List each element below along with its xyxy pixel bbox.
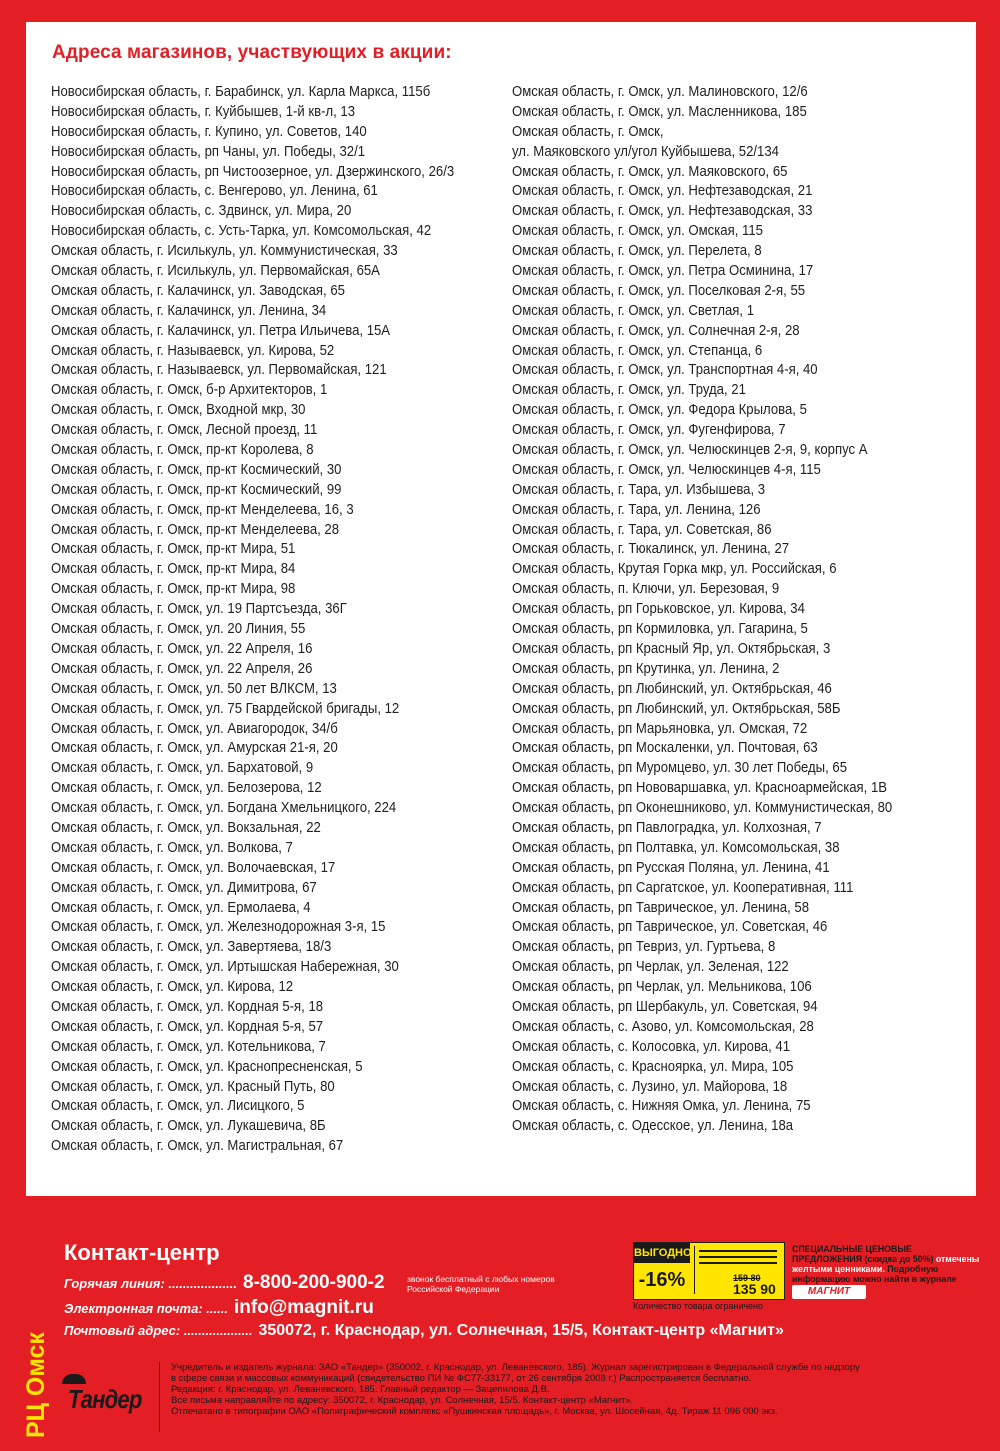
store-address: Новосибирская область, с. Здвинск, ул. Мира, 20 — [51, 203, 352, 220]
store-address: Омская область, г. Тюкалинск, ул. Ленина, 27 — [512, 541, 790, 558]
page-title: Адреса магазинов, участвующих в акции: — [52, 42, 452, 63]
store-address: Омская область, рп Саргатское, ул. Кооперативная, 111 — [512, 879, 854, 896]
region-label: РЦ Омск — [22, 1332, 50, 1438]
footer — [0, 1212, 1000, 1451]
store-address: Омская область, г. Омск, ул. Амурская 21-я, 20 — [51, 740, 338, 757]
store-address: Омская область, г. Тара, ул. Ленина, 126 — [512, 501, 761, 518]
store-address: Омская область, рп Оконешниково, ул. Коммунистическая, 80 — [512, 800, 893, 817]
imprint-line: Учредитель и издатель журнала: ЗАО «Тандер» (350002, г. Краснодар, ул. Леваневского, 185). Журнал зарегистрирован в Федеральной службе по надзору — [171, 1362, 860, 1373]
price-ticket — [694, 1246, 781, 1297]
store-address: Новосибирская область, г. Куйбышев, 1-й кв-л, 13 — [51, 103, 356, 120]
store-address: Омская область, с. Колосовка, ул. Кирова, 41 — [512, 1038, 791, 1055]
store-address: Омская область, г. Исилькуль, ул. Коммунистическая, 33 — [51, 243, 398, 260]
store-address: Новосибирская область, рп Чаны, ул. Победы, 32/1 — [51, 143, 366, 160]
store-address: Омская область, г. Омск, ул. Кордная 5-я, 57 — [51, 1018, 324, 1035]
store-address: Омская область, с. Красноярка, ул. Мира, 105 — [512, 1058, 794, 1075]
store-address: Омская область, г. Исилькуль, ул. Первомайская, 65А — [51, 263, 380, 280]
store-address: Омская область, г. Омск, ул. Светлая, 1 — [512, 302, 755, 319]
store-address: Омская область, г. Калачинск, ул. Петра Ильичева, 15А — [51, 322, 391, 339]
store-address: Омская область, с. Нижняя Омка, ул. Ленина, 75 — [512, 1098, 811, 1115]
store-list-panel — [26, 22, 976, 1196]
store-address: Омская область, рп Любинский, ул. Октябрьская, 58Б — [512, 700, 841, 717]
store-address: Омская область, г. Омск, ул. 75 Гвардейской бригады, 12 — [51, 700, 400, 717]
store-address: Новосибирская область, г. Купино, ул. Советов, 140 — [51, 123, 367, 140]
store-address: Новосибирская область, с. Усть-Тарка, ул. Комсомольская, 42 — [51, 223, 432, 240]
store-address: Омская область, г. Омск, ул. Железнодорожная 3-я, 15 — [51, 919, 386, 936]
store-address: Новосибирская область, г. Барабинск, ул. Карла Маркса, 115б — [51, 84, 431, 100]
store-address: Омская область, г. Омск, ул. Поселковая 2-я, 55 — [512, 282, 806, 299]
store-address: Омская область, г. Омск, ул. Челюскинцев 2-я, 9, корпус А — [512, 442, 868, 459]
store-address: Омская область, рп Любинский, ул. Октябрьская, 46 — [512, 680, 832, 697]
store-address: Омская область, рп Кормиловка, ул. Гагарина, 5 — [512, 621, 808, 638]
store-address: Омская область, рп Муромцево, ул. 30 лет Победы, 65 — [512, 760, 848, 777]
magnit-logo: МАГНИТ — [792, 1285, 866, 1299]
postal-label: Почтовый адрес: ................... — [64, 1323, 253, 1338]
store-address: Омская область, рп Таврическое, ул. Ленина, 58 — [512, 899, 810, 916]
promo-discount: -16% — [638, 1269, 686, 1291]
store-address: Омская область, г. Омск, ул. Омская, 115 — [512, 223, 763, 240]
imprint-line: Отпечатано в типографии ОАО «Полиграфический комплекс «Пушкинская площадь», г. Москва, ул. Шосейная, 4д. Тираж 11 096 000 экз. — [171, 1406, 778, 1417]
store-address: Омская область, п. Ключи, ул. Березовая, 9 — [512, 581, 780, 598]
store-address: Омская область, рп Таврическое, ул. Советская, 46 — [512, 919, 828, 936]
tander-wordmark: Тандер — [68, 1384, 142, 1414]
store-address: Омская область, г. Омск, ул. Фугенфирова, 7 — [512, 422, 786, 439]
store-address: Омская область, г. Омск, б-р Архитекторов, 1 — [51, 382, 328, 399]
store-address: Омская область, г. Калачинск, ул. Ленина, 34 — [51, 302, 327, 319]
hotline-row — [64, 1272, 385, 1294]
store-address: Омская область, г. Омск, ул. Авиагородок, 34/б — [51, 720, 338, 737]
store-address: Омская область, г. Омск, ул. Волкова, 7 — [51, 839, 293, 856]
store-address: Омская область, Крутая Горка мкр, ул. Российская, 6 — [512, 561, 837, 578]
store-address: Омская область, рп Полтавка, ул. Комсомольская, 38 — [512, 839, 840, 856]
imprint-line: Все письма направляйте по адресу: 350072, г. Краснодар, ул. Солнечная, 15/5. Контакт-центр «Магнит». — [171, 1395, 634, 1406]
special-offers-note — [792, 1244, 982, 1284]
store-address: Омская область, рп Крутинка, ул. Ленина, 2 — [512, 660, 780, 677]
postal-address: 350072, г. Краснодар, ул. Солнечная, 15/5, Контакт-центр «Магнит» — [258, 1322, 784, 1339]
quantity-note: Количество товара ограничено — [633, 1301, 764, 1311]
store-address: Омская область, г. Омск, ул. Федора Крылова, 5 — [512, 402, 807, 419]
store-address: Омская область, г. Омск, Лесной проезд, 11 — [51, 422, 318, 439]
store-address: Омская область, г. Омск, ул. Вокзальная, 22 — [51, 819, 321, 836]
promo-badge: ВЫГОДНО — [634, 1243, 690, 1263]
store-address: Омская область, г. Омск, ул. Кирова, 12 — [51, 979, 294, 996]
store-address: Омская область, г. Омск, ул. Белозерова, 12 — [51, 780, 322, 797]
store-address: Омская область, г. Омск, пр-кт Космический, 99 — [51, 481, 342, 498]
store-address: Омская область, г. Омск, ул. Нефтезаводская, 33 — [512, 203, 813, 220]
store-address: Омская область, г. Омск, ул. Маяковского, 65 — [512, 163, 788, 180]
special-prefix: СПЕЦИАЛЬНЫЕ ЦЕНОВЫЕ ПРЕДЛОЖЕНИЯ (скидка до 50%) — [792, 1244, 934, 1264]
store-address: Омская область, г. Омск, ул. Солнечная 2-я, 28 — [512, 322, 800, 339]
store-address: Омская область, г. Омск, ул. Бархатовой, 9 — [51, 760, 314, 777]
store-address: Омская область, рп Нововаршавка, ул. Красноармейская, 1В — [512, 780, 888, 797]
store-address: Омская область, г. Омск, пр-кт Мира, 84 — [51, 561, 296, 578]
hotline-number[interactable]: 8-800-200-900-2 — [243, 1272, 385, 1293]
store-address: Омская область, г. Тара, ул. Избышева, 3 — [512, 481, 766, 498]
store-address: Омская область, г. Тара, ул. Советская, 86 — [512, 521, 772, 538]
hotline-label: Горячая линия: ................... — [64, 1276, 237, 1291]
store-address: Омская область, г. Омск, ул. 50 лет ВЛКСМ, 13 — [51, 680, 337, 697]
store-address: Новосибирская область, с. Венгерово, ул. Ленина, 61 — [51, 183, 378, 200]
store-address: Омская область, г. Омск, Входной мкр, 30 — [51, 402, 306, 419]
store-address: Омская область, рп Красный Яр, ул. Октябрьская, 3 — [512, 640, 831, 657]
store-address: Омская область, г. Омск, ул. Краснопресненская, 5 — [51, 1058, 363, 1075]
store-address: Омская область, г. Омск, ул. Перелета, 8 — [512, 243, 762, 260]
store-list-right — [512, 83, 934, 1137]
free-call-note: звонок бесплатный с любых номеров Российской Федерации — [407, 1274, 555, 1294]
store-address: Омская область, рп Черлак, ул. Мельникова, 106 — [512, 979, 812, 996]
store-address: Омская область, г. Калачинск, ул. Заводская, 65 — [51, 282, 345, 299]
store-address: Омская область, г. Омск, ул. Труда, 21 — [512, 382, 746, 399]
tander-logo — [62, 1370, 152, 1416]
store-address: Омская область, г. Омск, ул. Богдана Хмельницкого, 224 — [51, 800, 397, 817]
new-price: 135 90 — [733, 1281, 776, 1297]
store-address: Омская область, г. Омск, ул. Димитрова, 67 — [51, 879, 317, 896]
store-address: Омская область, г. Омск, ул. 20 Линия, 55 — [51, 621, 306, 638]
store-address: Омская область, рп Павлоградка, ул. Колхозная, 7 — [512, 819, 822, 836]
store-address: Омская область, г. Омск, ул. Ермолаева, 4 — [51, 899, 311, 916]
postal-row — [64, 1322, 784, 1340]
store-address: Омская область, г. Омск, ул. Лисицкого, 5 — [51, 1098, 305, 1115]
store-address: Омская область, рп Москаленки, ул. Почтовая, 63 — [512, 740, 818, 757]
email-row — [64, 1297, 374, 1319]
store-address: Омская область, г. Омск, ул. Иртышская Набережная, 30 — [51, 959, 399, 976]
store-address: Омская область, г. Омск, ул. Красный Путь, 80 — [51, 1078, 335, 1095]
store-address: Омская область, рп Тевриз, ул. Гуртьева, 8 — [512, 939, 776, 956]
store-address: Омская область, г. Омск, ул. Челюскинцев 4-я, 115 — [512, 461, 821, 478]
imprint-line: Редакция: г. Краснодар, ул. Леваневского, 185. Главный редактор — Зацепилова Д.В. — [171, 1384, 550, 1395]
store-address: Омская область, г. Омск, пр-кт Мира, 98 — [51, 581, 296, 598]
store-address: Омская область, г. Называевск, ул. Первомайская, 121 — [51, 362, 387, 379]
store-list-left — [51, 83, 499, 1157]
store-address: Омская область, г. Омск, ул. 22 Апреля, 26 — [51, 660, 313, 677]
store-address: Омская область, г. Омск, ул. Транспортная 4-я, 40 — [512, 362, 818, 379]
store-address: Омская область, рп Горьковское, ул. Кирова, 34 — [512, 601, 805, 618]
store-address: Омская область, г. Называевск, ул. Кирова, 52 — [51, 342, 335, 359]
store-address: Омская область, г. Омск, ул. 19 Партсъезда, 36Г — [51, 601, 347, 618]
imprint-line: в сфере связи и массовых коммуникаций (свидетельство ПИ № ФС77-33177, от 26 сентября 2008 г.) Распространяется бесплатно. — [171, 1373, 752, 1384]
store-address: Омская область, г. Омск, — [512, 123, 664, 140]
store-address: Омская область, г. Омск, пр-кт Космический, 30 — [51, 461, 342, 478]
divider — [159, 1362, 160, 1432]
store-address: Омская область, с. Азово, ул. Комсомольская, 28 — [512, 1018, 814, 1035]
store-address: Омская область, с. Одесское, ул. Ленина, 18а — [512, 1118, 794, 1135]
store-address: Омская область, г. Омск, ул. Магистральная, 67 — [51, 1138, 344, 1155]
imprint — [171, 1362, 971, 1417]
tander-mark-icon — [62, 1374, 86, 1384]
store-address: Омская область, г. Омск, ул. 22 Апреля, 16 — [51, 640, 313, 657]
contact-center-title: Контакт-центр — [64, 1240, 220, 1265]
special-highlight: отмечены желтыми ценниками. — [792, 1254, 980, 1274]
store-address: Омская область, г. Омск, ул. Котельникова, 7 — [51, 1038, 326, 1055]
store-address: Омская область, рп Черлак, ул. Зеленая, 122 — [512, 959, 789, 976]
store-address: Омская область, рп Марьяновка, ул. Омская, 72 — [512, 720, 808, 737]
price-tag-example — [633, 1242, 785, 1300]
store-address: Новосибирская область, рп Чистоозерное, ул. Дзержинского, 26/3 — [51, 163, 455, 180]
store-address: Омская область, г. Омск, ул. Масленникова, 185 — [512, 103, 807, 120]
store-address: ул. Маяковского ул/угол Куйбышева, 52/134 — [512, 143, 779, 160]
store-address: Омская область, г. Омск, пр-кт Королева, 8 — [51, 442, 314, 459]
store-address: Омская область, г. Омск, ул. Малиновского, 12/6 — [512, 84, 808, 100]
store-address: Омская область, рп Русская Поляна, ул. Ленина, 41 — [512, 859, 830, 876]
store-address: Омская область, г. Омск, ул. Степанца, 6 — [512, 342, 763, 359]
store-address: Омская область, г. Омск, пр-кт Менделеева, 28 — [51, 521, 340, 538]
store-address: Омская область, г. Омск, ул. Завертяева, 18/3 — [51, 939, 332, 956]
email-link[interactable]: info@magnit.ru — [233, 1297, 374, 1318]
store-address: Омская область, рп Шербакуль, ул. Советская, 94 — [512, 998, 818, 1015]
store-address: Омская область, г. Омск, ул. Петра Осминина, 17 — [512, 263, 814, 280]
special-suffix: Подробную информацию можно найти в журнале — [792, 1264, 957, 1284]
store-address: Омская область, г. Омск, ул. Кордная 5-я, 18 — [51, 998, 324, 1015]
old-price: 159 80 — [733, 1273, 761, 1283]
store-address: Омская область, г. Омск, пр-кт Менделеева, 16, 3 — [51, 501, 354, 518]
store-address: Омская область, г. Омск, ул. Лукашевича, 8Б — [51, 1118, 326, 1135]
store-address: Омская область, с. Лузино, ул. Майорова, 18 — [512, 1078, 788, 1095]
store-address: Омская область, г. Омск, ул. Волочаевская, 17 — [51, 859, 336, 876]
store-address: Омская область, г. Омск, ул. Нефтезаводская, 21 — [512, 183, 813, 200]
email-label: Электронная почта: ...... — [64, 1301, 228, 1316]
store-address: Омская область, г. Омск, пр-кт Мира, 51 — [51, 541, 296, 558]
